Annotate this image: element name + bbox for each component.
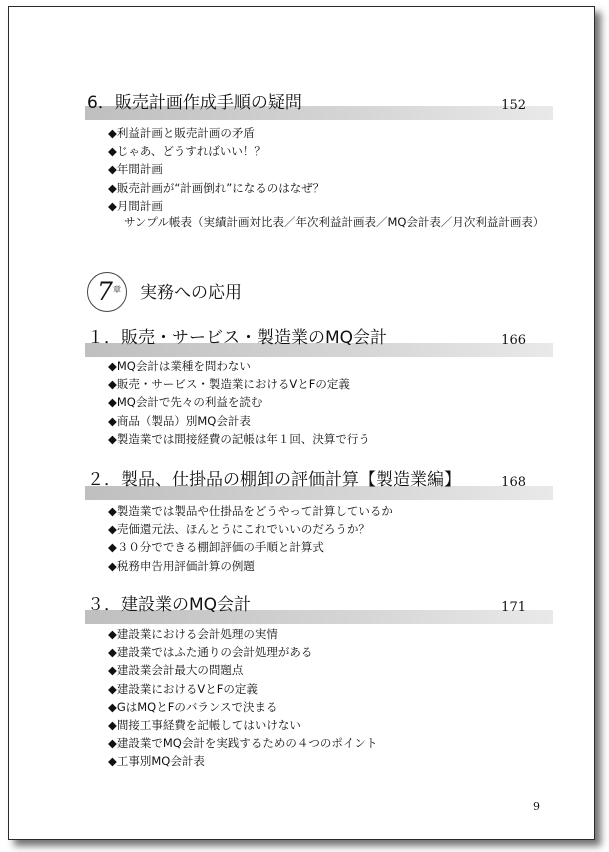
chapter-number: 7	[97, 277, 113, 306]
list-item: ◆じゃあ、どうすればいい！？	[108, 144, 266, 159]
list-item: ◆建設業ではふた通りの会計処理がある	[108, 645, 313, 660]
list-item: ◆年間計画	[108, 162, 163, 177]
list-item: ◆販売・サービス・製造業におけるVとFの定義	[108, 377, 350, 392]
section-title: １．販売・サービス・製造業のMQ会計	[87, 328, 388, 348]
list-item: ◆MQ会計は業種を問わない	[108, 359, 251, 373]
page-number: 171	[501, 600, 526, 615]
list-item: ◆建設業におけるVとFの定義	[108, 681, 258, 696]
list-item: ◆間接工事経費を記帳してはいけない	[108, 718, 301, 733]
list-item: ◆GはMQとFのバランスで決まる	[108, 699, 278, 714]
list-item: ◆売価還元法、ほんとうにこれでいいのだろうか？	[108, 522, 370, 537]
topic-list	[108, 502, 393, 575]
chapter-title: 実務への応用	[140, 283, 242, 303]
sample-forms-note: サンプル帳表（実績計画対比表／年次利益計画表／MQ会計表／月次利益計画表）	[124, 215, 545, 229]
page-number: 166	[501, 333, 526, 348]
list-item: ◆製造業では製品や仕掛品をどうやって計算しているか	[108, 504, 393, 518]
list-item: ◆建設業会計最大の問題点	[108, 663, 244, 678]
topic-list	[108, 625, 377, 771]
section-title: ２．製品、仕掛品の棚卸の評価計算【製造業編】	[87, 470, 461, 490]
list-item: ◆建設業における会計処理の実情	[108, 627, 278, 641]
page-number: 168	[501, 475, 526, 490]
list-item: ◆税務申告用評価計算の例題	[108, 558, 255, 573]
list-item: ◆利益計画と販売計画の矛盾	[108, 126, 255, 140]
folio-page-number: 9	[533, 800, 540, 813]
list-item: ◆月間計画	[108, 198, 163, 213]
page-number: 152	[501, 98, 526, 113]
list-item: ◆MQ会計で先々の利益を読む	[108, 395, 263, 410]
chapter-number-circle	[87, 272, 127, 312]
section-title: 6．販売計画作成手順の疑問	[87, 93, 302, 113]
topic-list	[108, 357, 370, 448]
list-item: ◆商品（製品）別MQ会計表	[108, 413, 251, 428]
chapter-label: 章	[113, 285, 121, 294]
list-item: ◆製造業では間接経費の記帳は年１回、決算で行う	[108, 431, 370, 446]
list-item: ◆３０分でできる棚卸評価の手順と計算式	[108, 540, 324, 555]
document-page	[8, 6, 595, 840]
list-item: ◆工事別MQ会計表	[108, 754, 205, 769]
section-title: ３．建設業のMQ会計	[87, 595, 252, 615]
list-item: ◆販売計画が“計画倒れ”になるのはなぜ？	[108, 180, 325, 195]
topic-list	[108, 124, 324, 215]
list-item: ◆建設業でMQ会計を実践するための４つのポイント	[108, 736, 378, 751]
